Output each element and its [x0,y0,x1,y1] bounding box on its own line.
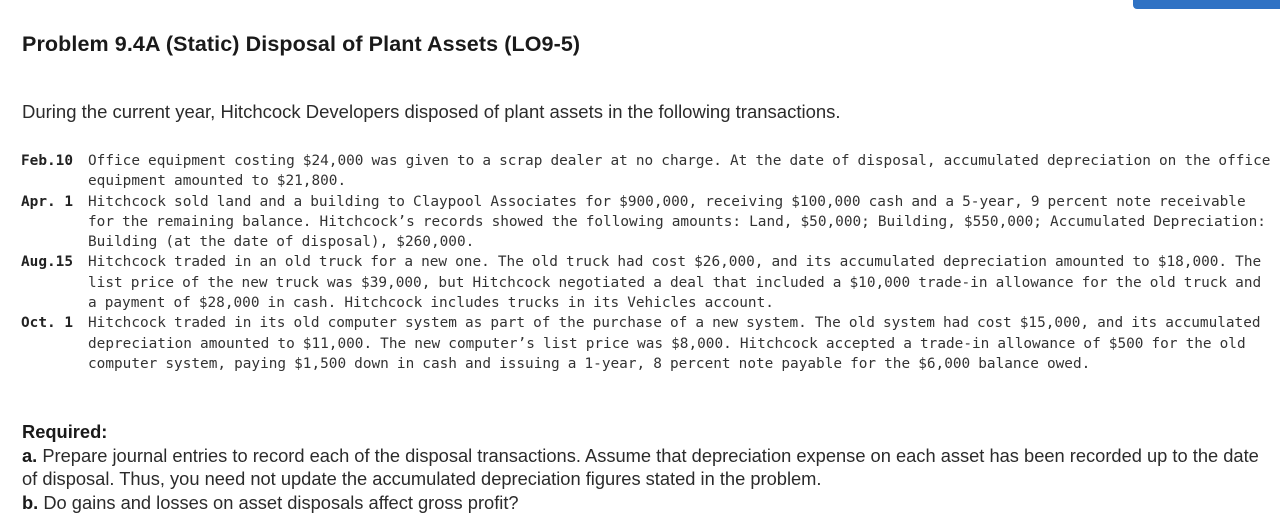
top-action-button[interactable] [1133,0,1280,9]
transaction-item [21,192,1277,253]
transaction-item [21,151,1277,192]
required-section [22,420,1262,514]
problem-intro: During the current year, Hitchcock Developers disposed of plant assets in the following transactions. [22,101,841,122]
required-item-letter: b. [22,491,39,513]
transaction-date: Feb.10 [21,153,73,169]
required-item-b [22,491,1262,515]
transaction-text: Office equipment costing $24,000 was given to a scrap dealer at no charge. At the date of disposal, accumulated depreciation on the office equipment amounted to $21,800. [88,153,1271,190]
transaction-item [21,313,1277,374]
transaction-list [21,151,1277,374]
transaction-text: Hitchcock traded in its old computer system as part of the purchase of a new system. The old system had cost $15,000, and its accumulated depreciation amounted to $11,000. The new computer’s list price was $8,000. Hitchcock accepted a trade-in allowance of $500 for the old computer system, paying $1,500 down in cash and issuing a 1-year, 8 percent note payable for the $6,000 balance owed. [88,315,1261,372]
transaction-date: Oct. 1 [21,315,73,332]
required-item-a [22,444,1262,491]
transaction-date: Apr. 1 [21,193,73,210]
required-item-text: Do gains and losses on asset disposals affect gross profit? [43,491,519,513]
required-item-letter: a. [22,444,38,466]
transaction-text: Hitchcock traded in an old truck for a new one. The old truck had cost $26,000, and its accumulated depreciation amounted to $18,000. The list price of the new truck was $39,000, but Hitchcock negotiated a deal that included a $10,000 trade-in allowance for the old truck and a payment of $28,000 in cash. Hitchcock includes trucks in its Vehicles account. [88,254,1262,312]
transaction-date: Aug.15 [21,254,73,271]
problem-title: Problem 9.4A (Static) Disposal of Plant Assets (LO9-5) [22,32,581,56]
transaction-item [21,252,1277,313]
required-item-text: Prepare journal entries to record each of the disposal transactions. Assume that depreciation expense on each asset has been recorded up to the date of disposal. Thus, you need not update the accumulated depreciation figures stated in the problem. [22,444,1259,489]
transaction-text: Hitchcock sold land and a building to Claypool Associates for $900,000, receiving $100,000 cash and a 5-year, 9 percent note receivable for the remaining balance. Hitchcock’s records showed the following amounts: Land, $50,000; Building, $550,000; Accumulated Depreciation: Building (at the date of disposal), $260,000. [88,193,1266,251]
required-heading: Required: [22,421,108,442]
